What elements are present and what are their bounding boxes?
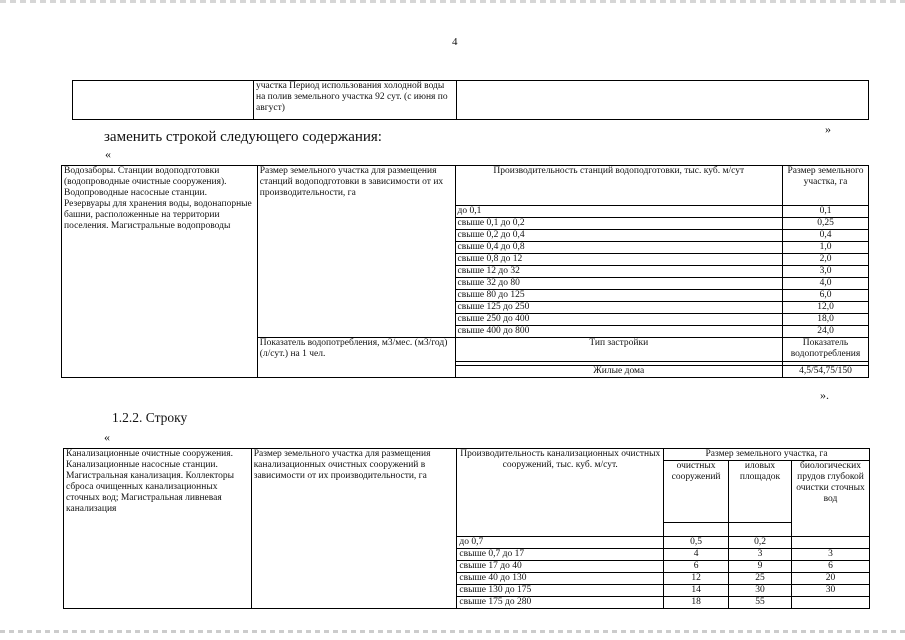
capacity-range: свыше 250 до 400 (455, 314, 783, 326)
size-value: 1,0 (783, 242, 869, 254)
object-cell: Водозаборы. Станции водоподготовки (водопроводные очистные сооружения). Водопроводные насосные станции. Резервуары для хранения воды, водонапорные башни, расположенные на территории поселения. Магистральные водопроводы (62, 166, 258, 378)
capacity-range: свыше 0,2 до 0,4 (455, 230, 783, 242)
section-heading: 1.2.2. Строку (112, 410, 188, 425)
treatment-value: 12 (664, 573, 729, 585)
subcol-sludge: иловых площадок (729, 461, 792, 523)
indicator-value: 4,5/54,75/150 (783, 366, 869, 378)
ponds-value: 6 (792, 561, 870, 573)
ponds-value (792, 597, 870, 609)
capacity-range: до 0,1 (455, 206, 783, 218)
top-table-empty-cell (457, 81, 869, 120)
ponds-value: 20 (792, 573, 870, 585)
capacity-range: свыше 0,8 до 12 (455, 254, 783, 266)
col-header-building: Тип застройки (455, 338, 783, 362)
capacity-range: свыше 40 до 130 (457, 573, 664, 585)
treatment-value: 14 (664, 585, 729, 597)
treatment-value: 18 (664, 597, 729, 609)
capacity-range: свыше 0,7 до 17 (457, 549, 664, 561)
capacity-range: свыше 125 до 250 (455, 302, 783, 314)
col-header-size: Размер земельного участка, га (783, 166, 869, 206)
size-value: 24,0 (783, 326, 869, 338)
size-value: 12,0 (783, 302, 869, 314)
ponds-value (792, 537, 870, 549)
size-value: 0,1 (783, 206, 869, 218)
subcol-ponds: биологических прудов глубокой очистки сточных вод (792, 461, 870, 537)
col-header-capacity: Производительность станций водоподготовки, тыс. куб. м/сут (455, 166, 783, 206)
page-number: 4 (452, 36, 458, 48)
sludge-value: 9 (729, 561, 792, 573)
size-value: 3,0 (783, 266, 869, 278)
sewage-table (63, 448, 870, 609)
top-table-empty-cell (73, 81, 254, 120)
treatment-value: 0,5 (664, 537, 729, 549)
object-cell: Канализационные очистные сооружения. Канализационные насосные станции. Магистральная канализация. Коллекторы сброса очищенных канализационных сточных вод; Магистральная ливневая канализация (64, 449, 252, 609)
capacity-range: свыше 17 до 40 (457, 561, 664, 573)
param-label: Размер земельного участка для размещения станций водоподготовки в зависимости от их производительности, га (257, 166, 455, 338)
sludge-value: 25 (729, 573, 792, 585)
capacity-range: свыше 0,1 до 0,2 (455, 218, 783, 230)
ponds-value: 3 (792, 549, 870, 561)
top-table-text: участка Период использования холодной воды на полив земельного участка 92 сут. (с июня по август) (254, 81, 457, 120)
capacity-range: свыше 32 до 80 (455, 278, 783, 290)
size-value: 0,4 (783, 230, 869, 242)
col-header-size-group: Размер земельного участка, га (664, 449, 870, 461)
capacity-range: свыше 130 до 175 (457, 585, 664, 597)
capacity-range: свыше 0,4 до 0,8 (455, 242, 783, 254)
capacity-range: свыше 175 до 280 (457, 597, 664, 609)
capacity-range: до 0,7 (457, 537, 664, 549)
replace-heading: заменить строкой следующего содержания: (104, 129, 382, 145)
building-type: Жилые дома (455, 366, 783, 378)
size-value: 0,25 (783, 218, 869, 230)
treatment-value: 4 (664, 549, 729, 561)
quote-close: ». (820, 388, 829, 402)
sludge-value: 0,2 (729, 537, 792, 549)
col-header-capacity: Производительность канализационных очистных сооружений, тыс. куб. м/сут. (457, 449, 664, 537)
size-value: 18,0 (783, 314, 869, 326)
consumption-label: Показатель водопотребления, м3/мес. (м3/год) (л/сут.) на 1 чел. (257, 338, 455, 378)
sludge-value: 3 (729, 549, 792, 561)
scan-edge-top (0, 0, 905, 3)
size-value: 2,0 (783, 254, 869, 266)
subcol-treatment: очистных сооружений (664, 461, 729, 523)
ponds-value: 30 (792, 585, 870, 597)
treatment-value: 6 (664, 561, 729, 573)
capacity-range: свыше 80 до 125 (455, 290, 783, 302)
water-supply-table (61, 165, 869, 378)
scan-edge-bottom (0, 630, 905, 633)
size-value: 4,0 (783, 278, 869, 290)
top-table (72, 80, 869, 120)
quote-open: « (105, 147, 111, 161)
sludge-value: 55 (729, 597, 792, 609)
capacity-range: свыше 12 до 32 (455, 266, 783, 278)
capacity-range: свыше 400 до 800 (455, 326, 783, 338)
sludge-value: 30 (729, 585, 792, 597)
quote-open: « (104, 430, 110, 444)
param-label: Размер земельного участка для размещения канализационных очистных сооружений в зависимости от их производительности, га (251, 449, 457, 609)
quote-close: » (825, 122, 831, 136)
col-header-indicator: Показатель водопотребления (783, 338, 869, 362)
size-value: 6,0 (783, 290, 869, 302)
